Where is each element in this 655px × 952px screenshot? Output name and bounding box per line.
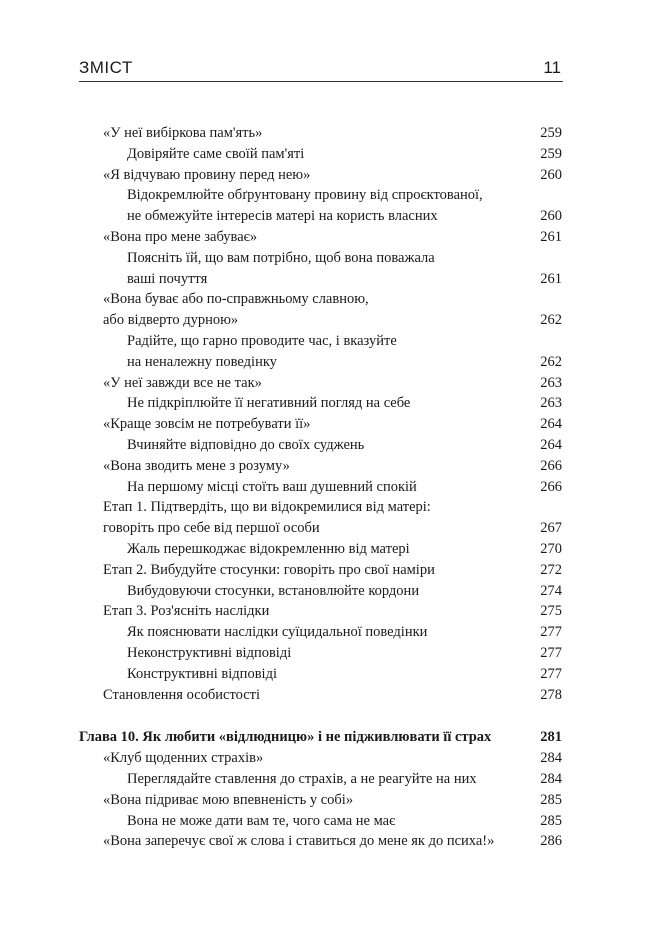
toc-page-number: 272 (540, 561, 562, 578)
toc-page-number: 264 (540, 437, 562, 453)
toc-entry-line: «У неї вибіркова пам'ять» (103, 125, 263, 141)
toc-entry-line: «Вона зводить мене з розуму» (103, 457, 290, 474)
toc-page-number: 260 (540, 208, 562, 225)
toc-page-number: 278 (540, 686, 562, 703)
toc-page-number: 261 (540, 270, 562, 287)
toc-entry-line: Етап 1. Підтвердіть, що ви відокремилися від матері: (103, 499, 431, 516)
toc-entry-line: Переглядайте ставлення до страхів, а не реагуйте на них (127, 771, 477, 787)
toc-page-number: 261 (540, 229, 562, 245)
toc-entry-line: Вона не може дати вам те, чого сама не має (127, 812, 396, 829)
toc-page-number: 286 (540, 833, 562, 850)
toc-entry-line: «У неї завжди все не так» (103, 374, 262, 391)
toc-page-number: 277 (540, 665, 562, 682)
toc-page-number: 259 (540, 125, 562, 141)
toc-entry-line: «Вона підриває мою впевненість у собі» (103, 791, 354, 808)
toc-page-number: 262 (540, 353, 562, 370)
toc-page-number: 285 (540, 791, 562, 808)
toc-page-number: 264 (540, 416, 562, 433)
toc-page-number: 259 (540, 145, 562, 162)
toc-entry-line: говоріть про себе від першої особи (103, 520, 320, 537)
toc-entry-line: на неналежну поведінку (127, 353, 277, 370)
toc-entry-line: Становлення особистості (103, 686, 261, 703)
toc-entry-line: «Вона буває або по-справжньому славною, (103, 291, 369, 308)
toc-page-number: 262 (540, 312, 562, 329)
toc-page-number: 277 (540, 645, 562, 661)
toc-entry-line: Етап 2. Вибудуйте стосунки: говоріть про свої наміри (103, 561, 435, 578)
toc-page-number: 284 (540, 750, 562, 767)
toc-entry-line: Поясніть їй, що вам потрібно, щоб вона поважала (127, 249, 435, 266)
toc-page-number: 267 (540, 520, 562, 537)
toc-entry-line: Радійте, що гарно проводите час, і вказуйте (127, 333, 397, 349)
toc-page-number: 274 (540, 582, 562, 599)
toc-page-number: 266 (540, 457, 562, 474)
toc-entry-line: На першому місці стоїть ваш душевний спокій (127, 478, 417, 495)
header-page-number: 11 (543, 58, 561, 77)
toc-entry-line: не обмежуйте інтересів матері на користь власних (127, 208, 438, 225)
toc-entry-line: Жаль перешкоджає відокремленню від матері (127, 541, 410, 557)
toc-entry-line: Вибудовуючи стосунки, встановлюйте кордони (127, 582, 420, 599)
toc-page-number: 277 (540, 624, 562, 641)
toc-entry-line: «Краще зовсім не потребувати її» (103, 416, 311, 433)
toc-page-number: 270 (540, 541, 562, 557)
toc-page-number: 266 (540, 478, 562, 495)
toc-page-number: 260 (540, 166, 562, 183)
toc-entry-line: або відверто дурною» (103, 312, 239, 329)
toc-entry-line: Як пояснювати наслідки суїцидальної поведінки (127, 624, 428, 641)
toc-entry-line: Довіряйте саме своїй пам'яті (127, 145, 305, 162)
toc-page-number: 275 (540, 603, 562, 620)
toc-entry-line: «Я відчуваю провину перед нею» (103, 166, 311, 183)
toc-page-number: 281 (540, 729, 562, 746)
toc-page-number: 263 (540, 395, 562, 412)
toc-entry-line: Вчиняйте відповідно до своїх суджень (127, 437, 365, 453)
toc-entry-line: Неконструктивні відповіді (127, 645, 292, 661)
toc-entry-line: ваші почуття (127, 270, 208, 287)
toc-entry-line: «Вона про мене забуває» (103, 229, 258, 245)
toc-entry-line: Відокремлюйте обґрунтовану провину від спроєктованої, (127, 187, 483, 204)
toc-page-number: 263 (540, 374, 562, 391)
toc-page-number: 284 (540, 771, 562, 787)
toc-entry-line: Конструктивні відповіді (127, 665, 277, 682)
toc-entry-line: «Вона заперечує свої ж слова і ставиться до мене як до психа!» (103, 833, 495, 850)
toc-entry-line: Не підкріплюйте її негативний погляд на себе (127, 395, 411, 412)
toc-page-number: 285 (540, 812, 562, 829)
toc-entry-line: Етап 3. Роз'ясніть наслідки (103, 603, 270, 620)
header-title: ЗМІСТ (79, 58, 133, 77)
toc-entry-line: Глава 10. Як любити «відлюдницю» і не підживлювати її страх (79, 729, 492, 746)
toc-entry-line: «Клуб щоденних страхів» (103, 750, 264, 767)
